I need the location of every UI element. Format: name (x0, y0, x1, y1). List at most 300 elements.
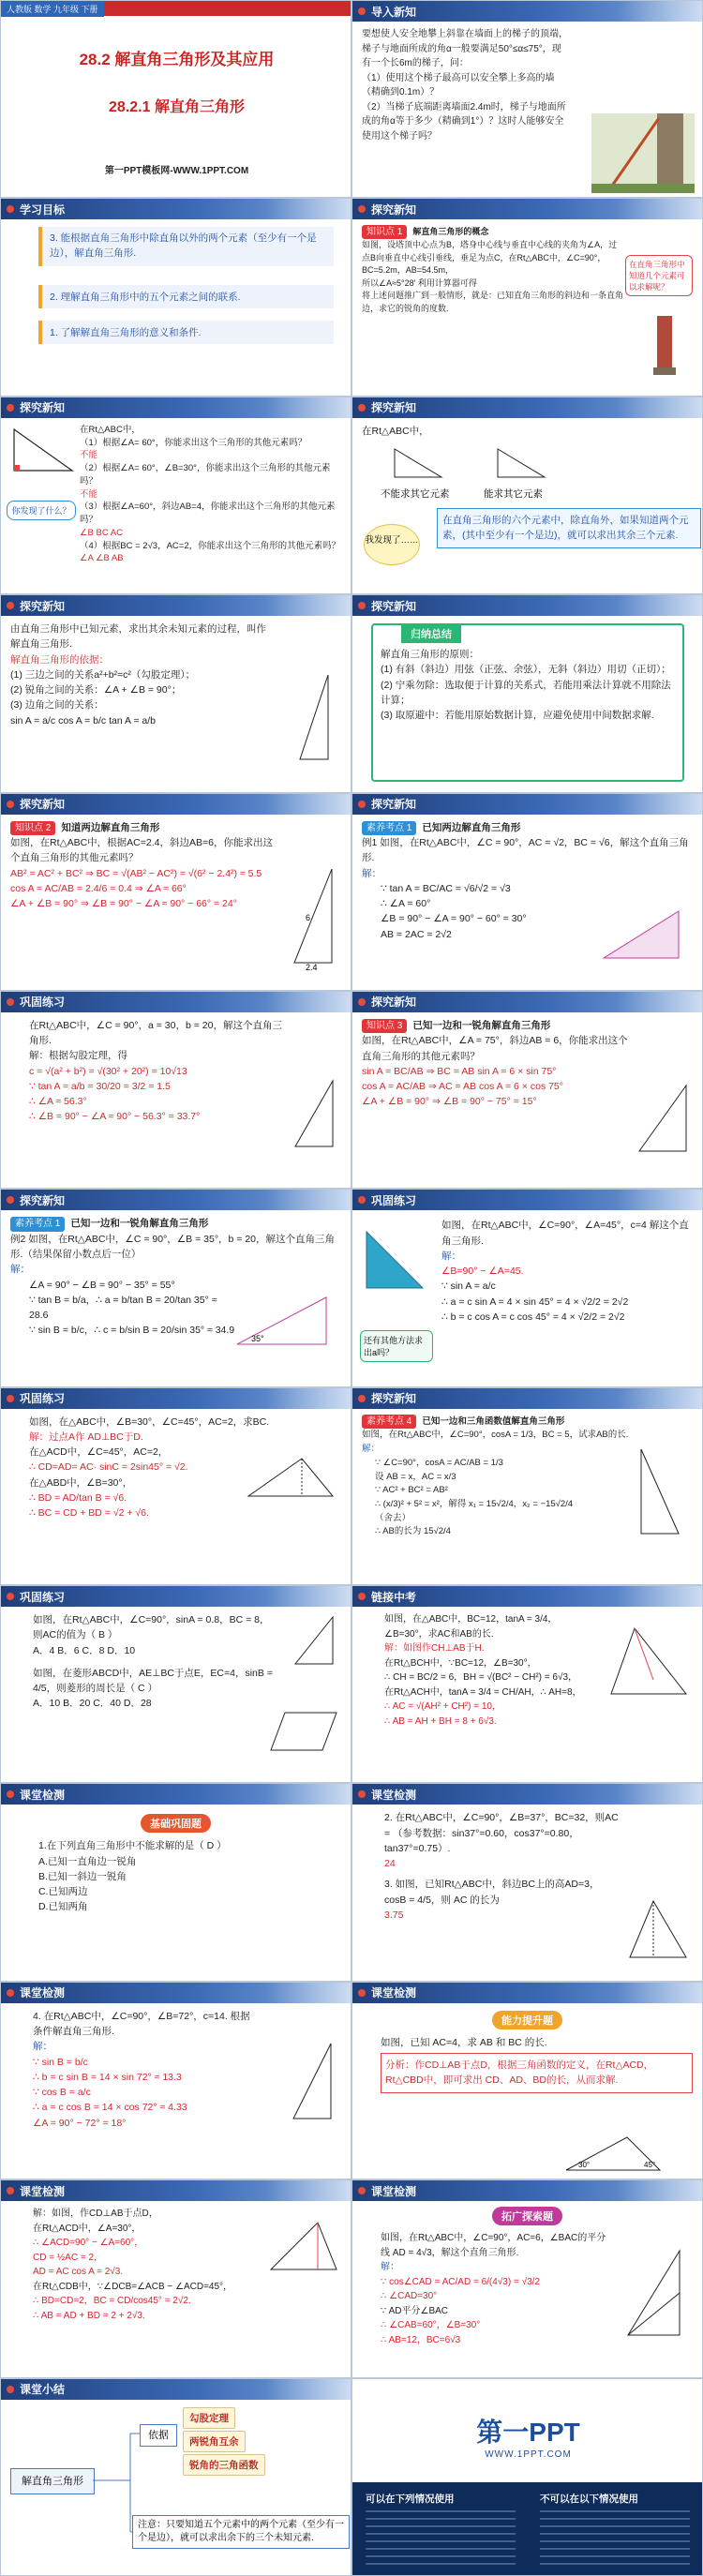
step-5: 在Rt△CDB中，∵∠DCB=∠ACB − ∠ACD=45°， (33, 2281, 233, 2292)
header-gradient (266, 1983, 351, 2003)
analysis-text: 分析：作CD⊥AB于点D，根据三角函数的定义，在Rt△ACD，Rt△CBD中，即可求出 CD、AD、BD的长，从而求解. (385, 2059, 654, 2087)
header-gradient (618, 794, 702, 815)
solve-label: 解：过点A作 AD⊥BC于D. (29, 1430, 143, 1443)
step-3: 在Rt△ACH中，tanA = 3/4 = CH/AH，∴ AH=8， (384, 1686, 582, 1698)
topic: 已知两边解直角三角形 (422, 821, 521, 833)
goal-3: 3. 能根据直角三角形中除直角以外的两个元素（至少有一个是边），解直角三角形. (38, 227, 334, 266)
header-title: 探究新知 (371, 996, 417, 1010)
slide-7[interactable] (0, 594, 352, 792)
analysis-box (381, 2053, 693, 2093)
step-2: 设 AB = x，AC = x/3 (375, 1471, 456, 1482)
solve-label: 解： (362, 867, 381, 879)
step-3: 在△ABD中，∠B=30°， (29, 1476, 133, 1489)
step-4: ∴ b = c cos A = c cos 45° = 4 × √2/2 = 2√2 (441, 1310, 625, 1323)
step-1: 在Rt△ACD中，∠A=30°， (33, 2223, 142, 2234)
summary-box (371, 623, 684, 782)
header-gradient (266, 595, 351, 616)
slide-body (352, 1805, 628, 1928)
question-3: 3. 如图，已知Rt△ABC中，斜边BC上的高AD=3，cosB = 4/5，则 AC 的长为 (384, 1879, 600, 1906)
slide-cover[interactable] (0, 0, 352, 198)
triangle-abc-icon (606, 1624, 691, 1699)
step-2: ∴ CH = BC/2 = 6，BH = √(BC² − CH²) = 6√3， (384, 1672, 578, 1683)
solve-label: 解： (381, 2262, 399, 2273)
question-1: 如图，在Rt△ABC中，∠C=90°，sinA = 0.8，BC = 8，则AC的值为（ B ） (33, 1614, 270, 1641)
speech-bubble: 在直角三角形中知道几个元素可以求解呢？ (625, 255, 693, 296)
problem: 如图，在Rt△ABC中，∠C=90°，∠A=45°，c=4 解这个直角三角形. (441, 1220, 689, 1247)
branch-pythagoras: 勾股定理 (183, 2407, 235, 2429)
slide-23[interactable] (0, 2179, 352, 2377)
slide-body (1, 1607, 286, 1717)
rule-3: (3) 边角之间的关系： (10, 699, 104, 711)
note-box: 注意：只要知道五个元素中的两个元素（至少有一个是边），就可以求出余下的三个未知元素. (132, 2515, 350, 2549)
header-title: 学习目标 (20, 202, 66, 217)
slide-header (352, 199, 702, 219)
slide-header (1, 794, 351, 815)
branch-trig: 锐角的三角函数 (183, 2454, 265, 2476)
goal-1: 1. 了解解直角三角形的意义和条件. (38, 321, 334, 344)
option-b[interactable]: B.已知一斜边一锐角 (38, 1870, 127, 1882)
header-dot-icon (358, 1989, 366, 1997)
step-2: ∵ sin A = a/c (441, 1281, 496, 1293)
slide-body (1, 616, 282, 734)
slide-body (352, 2225, 624, 2353)
cover-title: 28.2 解直角三角形及其应用 (79, 51, 275, 68)
rule-2: (2) 锐角之间的关系：∠A + ∠B = 90°； (10, 684, 182, 696)
cover-subtitle: 28.2.1 解直角三角形 (109, 99, 245, 115)
header-title: 探究新知 (20, 798, 66, 811)
angle-b-label: 45° (644, 2160, 656, 2169)
topic: 已知一边和三角函数值解直角三角形 (422, 1415, 565, 1427)
slide-5[interactable] (0, 397, 352, 594)
publisher-tag: 人教版 数学 九年级 下册 (1, 1, 104, 17)
step-3: ∠B = 90° − ∠A = 90° − 60° = 30° (381, 913, 527, 925)
step-3: CD = ½AC = 2， (33, 2252, 104, 2263)
problem: 如图，在Rt△ABC中，∠A = 75°，斜边AB = 6，你能求出这个直角三角形的其他元素吗？ (362, 1035, 628, 1062)
triangle-abc-icon (599, 906, 683, 963)
slide-19[interactable] (0, 1783, 352, 1981)
step-5: ∴ AB=12，BC=6√3 (381, 2334, 461, 2345)
discovery-bubble: 我发现了…… (364, 524, 420, 565)
step-2: ∵ tan B = b/a，∴ a = b/tan B = 20/tan 35° ≈ 28.6 (29, 1294, 217, 1322)
header-gradient (618, 1983, 702, 2003)
answer-3: ∠B BC AC (80, 527, 124, 538)
option-a[interactable]: A.已知一直角边一锐角 (38, 1855, 137, 1867)
usage-forbidden-list (540, 2510, 690, 2567)
slide-10[interactable] (352, 793, 703, 991)
question-3-answer: 3.75 (384, 1909, 404, 1921)
header-title: 课堂检测 (20, 1986, 66, 2000)
knowledge-tag: 知识点 2 (10, 821, 55, 836)
triangle-abc-icon (561, 2133, 665, 2175)
slide-header (1, 2379, 351, 2400)
header-title: 探究新知 (371, 202, 417, 217)
slide-3[interactable] (0, 198, 352, 396)
slide-11[interactable] (0, 991, 352, 1189)
header-dot-icon (358, 998, 366, 1006)
problem: 4. 在Rt△ABC中，∠C=90°，∠B=72°，c=14. 根据条件解直角三角形. (33, 2010, 250, 2038)
header-gradient (618, 397, 702, 418)
trig-formula: sin A = a/c cos A = b/c tan A = a/b (10, 714, 156, 726)
usage-forbidden-title: 不可以在以下情况使用 (540, 2493, 638, 2505)
usage-allowed-title: 可以在下列情况使用 (366, 2493, 455, 2505)
conclusion-box: 在直角三角形的六个元素中，除直角外，如果知道两个元素，(其中至少有一个是边)，就可以求出其余三个元素. (437, 508, 701, 549)
header-title: 探究新知 (20, 599, 66, 613)
header-title: 巩固练习 (20, 1590, 66, 1604)
triangle-abc-icon (362, 1227, 427, 1293)
cannot-solve-label: 不能求其它元素 (381, 487, 450, 500)
header-gradient (618, 1586, 702, 1607)
step-4: AB = 2AC = 2√2 (381, 928, 452, 940)
hint-bubble: 还有其他方法求出a吗？ (360, 1330, 433, 1362)
header-gradient (618, 595, 702, 616)
step-2: ∴ ∠CAD=30° (381, 2291, 438, 2302)
literacy-tag: 素养考点 1 (10, 1217, 65, 1232)
problem: 如图，在Rt△ABC中，∠C=90°，cosA = 1/3，BC = 5，试求AB的长. (362, 1430, 629, 1441)
problem: 如图，在Rt△ABC中，根据AC=2.4，斜边AB=6，你能求出这个直角三角形的其他元素吗？ (10, 837, 273, 864)
step-5: ∴ BC = CD + BD = √2 + √6. (29, 1507, 149, 1520)
angle-a-label: 30° (578, 2160, 591, 2169)
tower-photo-icon (646, 311, 683, 377)
step-1: ∠A = 90° − ∠B = 90° − 35° = 55° (29, 1279, 175, 1291)
solve-label: 解：如图，作CD⊥AB于点D， (33, 2209, 158, 2220)
slide-header (1, 1983, 351, 2003)
header-gradient (266, 1586, 351, 1607)
question-3: （3）根据∠A=60°，斜边AB=4，你能求出这个三角形的其他元素吗？ (80, 502, 336, 526)
triangle-abc-icon (623, 2246, 689, 2340)
principle-1: (1) 有斜（斜边）用弦（正弦、余弦），无斜（斜边）用切（正切）； (381, 664, 671, 676)
step-7: ∴ AB = AD + BD = 2 + 2√3. (33, 2310, 145, 2321)
definition: 由直角三角形中已知元素，求出其余未知元素的过程，叫作解直角三角形. (10, 623, 266, 651)
solve-label: 解： (362, 1444, 381, 1455)
header-dot-icon (358, 602, 366, 609)
intro: 在Rt△ABC中， (80, 424, 141, 435)
header-dot-icon (7, 1395, 14, 1402)
step-3: ∴ ∠A ≈ 56.3° (29, 1096, 87, 1108)
question-1-options[interactable]: A．4 B．6 C．8 D．10 (33, 1644, 136, 1656)
step-2: ∴ ∠ACD=90° − ∠A=60°， (33, 2238, 144, 2249)
slide-header (352, 1388, 702, 1409)
header-title: 探究新知 (20, 1193, 66, 1207)
branch-complementary: 两锐角互余 (183, 2431, 246, 2452)
header-gradient (618, 1, 702, 22)
slide-end[interactable] (352, 2378, 703, 2576)
section-banner: 拓广探索题 (492, 2207, 562, 2225)
step-2: cos A = AC/AB = 2.4/6 = 0.4 ⇒ ∠A ≈ 66° (10, 882, 187, 894)
problem: 例1 如图，在Rt△ABC中，∠C = 90°，AC = √2，BC = √6，解这个直角三角形. (362, 837, 689, 864)
header-gradient (266, 1190, 351, 1210)
svg-text:35°: 35° (251, 1334, 264, 1344)
step-4: ∴ ∠B = 90° − ∠A ≈ 90° − 56.3° = 33.7° (29, 1111, 201, 1123)
header-gradient (618, 1388, 702, 1409)
slide-body (352, 1409, 652, 1545)
slide-2[interactable] (352, 0, 703, 198)
step-3: ∵ sin B = b/c，∴ c = b/sin B = 20/sin 35° ≈ 34.9 (29, 1325, 235, 1337)
header-title: 探究新知 (371, 798, 417, 811)
step-1: ∵ sin B = b/c (33, 2056, 88, 2068)
header-gradient (266, 794, 351, 815)
solve-label: 解：根据勾股定理，得 (29, 1050, 127, 1062)
topic: 已知一边和一锐角解直角三角形 (412, 1019, 551, 1031)
header-gradient (618, 1190, 702, 1210)
header-title: 探究新知 (371, 1392, 417, 1406)
header-dot-icon (358, 1395, 366, 1402)
triangle-abc-icon (244, 1454, 337, 1501)
question-2-answer: 24 (384, 1858, 396, 1870)
principle-title: 解直角三角形的原则： (381, 649, 479, 661)
slide-header (352, 992, 702, 1012)
slide-body (76, 420, 346, 569)
header-gradient (266, 2379, 351, 2400)
step-1: c = √(a² + b²) = √(30² + 20²) = 10√13 (29, 1065, 187, 1077)
triangle-abc-icon (7, 424, 82, 475)
step-3: ∵ AC² + BC² = AB² (375, 1485, 448, 1496)
header-gradient (266, 992, 351, 1012)
step-4: ∴ a = c cos B = 14 × cos 72° ≈ 4.33 (33, 2102, 187, 2114)
brand-url[interactable]: WWW.1PPT.COM (485, 2449, 572, 2460)
slide-21[interactable] (0, 1982, 352, 2179)
header-dot-icon (7, 2386, 14, 2393)
step-6: ∴ BD=CD=2，BC = CD/cos45° = 2√2. (33, 2296, 191, 2307)
triangle-abc-icon (291, 1076, 337, 1151)
slide-header (1, 1190, 351, 1210)
header-dot-icon (358, 7, 366, 15)
header-dot-icon (358, 404, 366, 412)
header-title: 探究新知 (20, 401, 66, 415)
slide-8[interactable] (352, 594, 703, 792)
step-3: ∵ AD平分∠BAC (381, 2305, 449, 2316)
header-title: 巩固练习 (20, 996, 66, 1010)
question-2: 如图，在菱形ABCD中，AE⊥BC于点E，EC=4，sinB = 4/5，则菱形的周长是（ C ） (33, 1667, 273, 1695)
slide-body (432, 1212, 703, 1330)
problem: 例2 如图，在Rt△ABC中，∠C = 90°，∠B = 35°，b = 20，解这个直角三角形.（结果保留小数点后一位） (10, 1233, 336, 1261)
option-c[interactable]: C.已知两边 (38, 1886, 88, 1898)
slide-body (352, 219, 634, 321)
header-title: 探究新知 (371, 401, 417, 415)
question-2-options[interactable]: A．10 B．20 C．40 D．28 (33, 1698, 152, 1710)
header-gradient (618, 199, 702, 219)
slide-24[interactable] (352, 2179, 703, 2377)
header-dot-icon (358, 2187, 366, 2194)
slide-20[interactable] (352, 1783, 703, 1981)
slide-body (1, 815, 282, 918)
topic: 已知一边和一锐角解直角三角形 (70, 1218, 209, 1230)
topic: 解直角三角形的概念 (412, 227, 489, 237)
problem: 如图，在△ABC中，∠B=30°，∠C=45°，AC=2，求BC. (29, 1415, 270, 1428)
step-3: ∠A + ∠B = 90° ⇒ ∠B = 90° − ∠A ≈ 90° − 66° = 24° (10, 898, 237, 910)
header-gradient (266, 1388, 351, 1409)
can-solve-label: 能求其它元素 (484, 487, 543, 500)
slide-body (352, 22, 577, 149)
question-1: （1）根据∠A= 60°，你能求出这个三角形的其他元素吗？ (80, 437, 307, 448)
slide-14[interactable] (352, 1189, 703, 1386)
question-2: 2. 在Rt△ABC中，∠C=90°，∠B=37°，BC=32，则AC = （参考数据：sin37°=0.60，cos37°=0.80，tan37°=0.75）. (384, 1812, 619, 1854)
answer-1: 不能 (80, 450, 98, 461)
slide-header (1, 595, 351, 616)
header-title: 巩固练习 (371, 1193, 417, 1207)
answer-4: ∠A ∠B AB (80, 553, 124, 564)
slide-25[interactable] (0, 2378, 352, 2576)
knowledge-tag: 知识点 1 (362, 225, 407, 239)
step-5: ∴ AB = AH + BH = 8 + 6√3. (384, 1715, 497, 1727)
problem: 如图，在△ABC中，BC=12，tanA = 3/4，∠B=30°，求AC和AB的长. (384, 1614, 558, 1640)
step-2: ∴ b = c sin B = 14 × sin 72° ≈ 13.3 (33, 2071, 182, 2083)
slide-body (352, 418, 702, 444)
header-title: 课堂小结 (20, 2383, 66, 2396)
step-4: ∴ (x/3)² + 5² = x²，解得 x₁ = 15√2/4，x₂ = −15√2/4（舍去） (375, 1498, 574, 1523)
header-dot-icon (358, 1196, 366, 1204)
header-gradient (266, 1784, 351, 1805)
question-1: （1）使用这个梯子最高可以安全攀上多高的墙（精确到0.1m）？ (362, 72, 555, 97)
step-4: AD = AC cos A = 2√3. (33, 2267, 124, 2278)
slide-header (352, 595, 702, 616)
section-banner: 能力提升题 (492, 2011, 562, 2029)
slide-header (352, 794, 702, 815)
step-5: ∠A = 90° − 72° = 18° (33, 2117, 127, 2129)
header-dot-icon (7, 1196, 14, 1204)
header-dot-icon (7, 998, 14, 1006)
step-1: AB² = AC² + BC² ⇒ BC = √(AB² − AC²) = √(6² − 2.4²) ≈ 5.5 (10, 867, 262, 879)
problem: 在Rt△ABC中，∠C = 90°，a = 30，b = 20，解这个直角三角形. (29, 1019, 282, 1047)
triangle-abc-icon (635, 1081, 691, 1156)
triangle-abc-icon (232, 1293, 336, 1349)
slide-body (1, 1833, 351, 1920)
slide-header (1, 1388, 351, 1409)
slide-6[interactable] (352, 397, 703, 594)
slide-13[interactable] (0, 1189, 352, 1386)
header-title: 课堂检测 (371, 1986, 417, 2000)
slide-12[interactable] (352, 991, 703, 1189)
header-title: 导入新知 (371, 5, 417, 19)
slide-header (352, 397, 702, 418)
answer-2: 不能 (80, 488, 98, 500)
question-2: （2）当梯子底端距离墙面2.4m时，梯子与地面所成的角α等于多少（精确到1°）？这时人能够安全使用这个梯子吗？ (362, 101, 566, 142)
text-p2: 所以∠A≈5°28′ 利用计算器可得 (362, 277, 477, 288)
header-gradient (618, 1784, 702, 1805)
literacy-tag: 素养考点 1 (362, 821, 416, 836)
ladder-photo-icon (591, 113, 695, 193)
slide-17[interactable] (0, 1585, 352, 1783)
slide-body (352, 1012, 643, 1116)
slide-9[interactable] (0, 793, 352, 991)
header-dot-icon (7, 1989, 14, 1997)
slide-4[interactable] (352, 198, 703, 396)
slide-body (1, 1012, 301, 1131)
goal-2: 2. 理解直角三角形中的五个元素之间的联系. (38, 285, 334, 308)
header-dot-icon (358, 801, 366, 808)
slide-15[interactable] (0, 1387, 352, 1585)
slide-22[interactable] (352, 1982, 703, 2179)
slide-16[interactable] (352, 1387, 703, 1585)
svg-text:2.4: 2.4 (306, 962, 318, 972)
slide-header (352, 1784, 702, 1805)
header-dot-icon (358, 1593, 366, 1600)
header-dot-icon (7, 205, 14, 213)
slide-header (1, 992, 351, 1012)
option-d[interactable]: D.已知两角 (38, 1901, 88, 1913)
slide-header (352, 2180, 702, 2201)
step-4: ∴ ∠CAB=60°，∠B=30° (381, 2320, 481, 2331)
header-dot-icon (7, 1593, 14, 1600)
step-3: ∠A + ∠B = 90° ⇒ ∠B = 90° − 75° = 15° (362, 1096, 537, 1108)
rule-1: (1) 三边之间的关系a²+b²=c²（勾股定理）； (10, 668, 196, 681)
problem: 如图，在Rt△ABC中，∠C=90°，AC=6，∠BAC的平分线 AD = 4√3，解这个直角三角形. (381, 2233, 606, 2258)
slide-header (352, 1, 702, 22)
step-4: ∴ BD = AD/tan B = √6. (29, 1491, 127, 1504)
solve-label: 解：如图作CH⊥AB于H. (384, 1643, 485, 1654)
header-dot-icon (7, 404, 14, 412)
step-2: ∵ tan A = a/b = 30/20 = 3/2 = 1.5 (29, 1080, 171, 1092)
summary-banner: 归纳总结 (401, 624, 461, 643)
slide-body (1, 2201, 286, 2329)
slide-header (1, 199, 351, 219)
triangle-abc-icon (625, 1896, 691, 1962)
step-3: ∴ a = c sin A = 4 × sin 45° = 4 × √2/2 = 2√2 (441, 1295, 629, 1308)
header-title: 课堂检测 (371, 1788, 417, 1802)
header-title: 探究新知 (371, 599, 417, 613)
slide-header (352, 1983, 702, 2003)
solve-label: 解： (441, 1250, 461, 1262)
triangle-abc-icon (289, 2039, 336, 2123)
triangle-left-icon (390, 444, 446, 482)
slide-header (352, 1190, 702, 1210)
triangle-abc-icon (285, 860, 341, 972)
step-1: ∵ cos∠CAD = AC/AD = 6/(4√3) = √3/2 (381, 2276, 540, 2287)
summary-body (373, 643, 682, 726)
header-dot-icon (358, 1790, 366, 1798)
knowledge-tag: 知识点 3 (362, 1019, 407, 1034)
slide-body (352, 1607, 609, 1734)
solve-label: 解： (33, 2041, 52, 2053)
intro-text: 要想使人安全地攀上斜靠在墙面上的梯子的顶端，梯子与地面所成的角α一般要满足50°≤α≤75°，现有一个长6m的梯子，问： (362, 29, 568, 68)
slide-header (1, 1586, 351, 1607)
slide-18[interactable] (352, 1585, 703, 1783)
triangle-abc-icon (266, 2218, 341, 2274)
triangle-abc-icon (636, 1445, 683, 1538)
header-dot-icon (7, 1790, 14, 1798)
header-title: 课堂检测 (20, 1788, 66, 1802)
triangle-abc-icon (291, 1612, 337, 1669)
header-gradient (618, 992, 702, 1012)
slide-header (1, 2180, 351, 2201)
step-1: 在△ACD中，∠C=45°，AC=2， (29, 1446, 169, 1459)
step-4: ∴ AC = √(AH² + CH²) = 10， (384, 1701, 501, 1712)
step-1: ∵ tan A = BC/AC = √6/√2 = √3 (381, 882, 511, 894)
step-3: ∵ cos B = a/c (33, 2087, 91, 2099)
text-p1: 如图，设塔顶中心点为B，塔身中心线与垂直中心线的夹角为∠A，过点B向垂直中心线引垂线，垂足为点C，在Rt△ABC中，∠C=90°，BC=5.2m，AB=54.5m， (362, 240, 618, 276)
header-gradient (266, 199, 351, 219)
question-2: （2）根据∠A= 60°，∠B=30°，你能求出这个三角形的其他元素吗？ (80, 463, 331, 487)
principle-2: (2) 宁乘勿除：选取便于计算的关系式，若能用乘法计算就不用除法计算； (381, 679, 671, 706)
slide-header (1, 397, 351, 418)
speech-bubble: 你发现了什么？ (7, 501, 76, 520)
step-2: ∴ CD=AD= AC· sinC = 2sin45° = √2. (29, 1461, 188, 1474)
header-dot-icon (7, 2187, 14, 2194)
header-dot-icon (7, 602, 14, 609)
cover-watermark: 第一PPT模板网-WWW.1PPT.COM (104, 166, 249, 176)
header-gradient (618, 2180, 702, 2201)
literacy-tag: 素养考点 4 (362, 1415, 416, 1430)
header-title: 课堂检测 (20, 2184, 66, 2198)
header-title: 链接中考 (371, 1590, 417, 1604)
brand-logo: 第一PPT (476, 2417, 580, 2447)
solve-label: 解： (10, 1264, 30, 1276)
problem: 如图，已知 AC=4，求 AB 和 BC 的长. (381, 2036, 547, 2048)
intro: 在Rt△ABC中， (362, 425, 429, 437)
step-1: ∵ ∠C=90°，cosA = AC/AB = 1/3 (375, 1457, 503, 1468)
step-2: cos A = AC/AB ⇒ AC = AB cos A = 6 × cos 75° (362, 1081, 563, 1093)
center-node: 解直角三角形 (10, 2468, 95, 2494)
triangle-right-icon (493, 444, 549, 482)
